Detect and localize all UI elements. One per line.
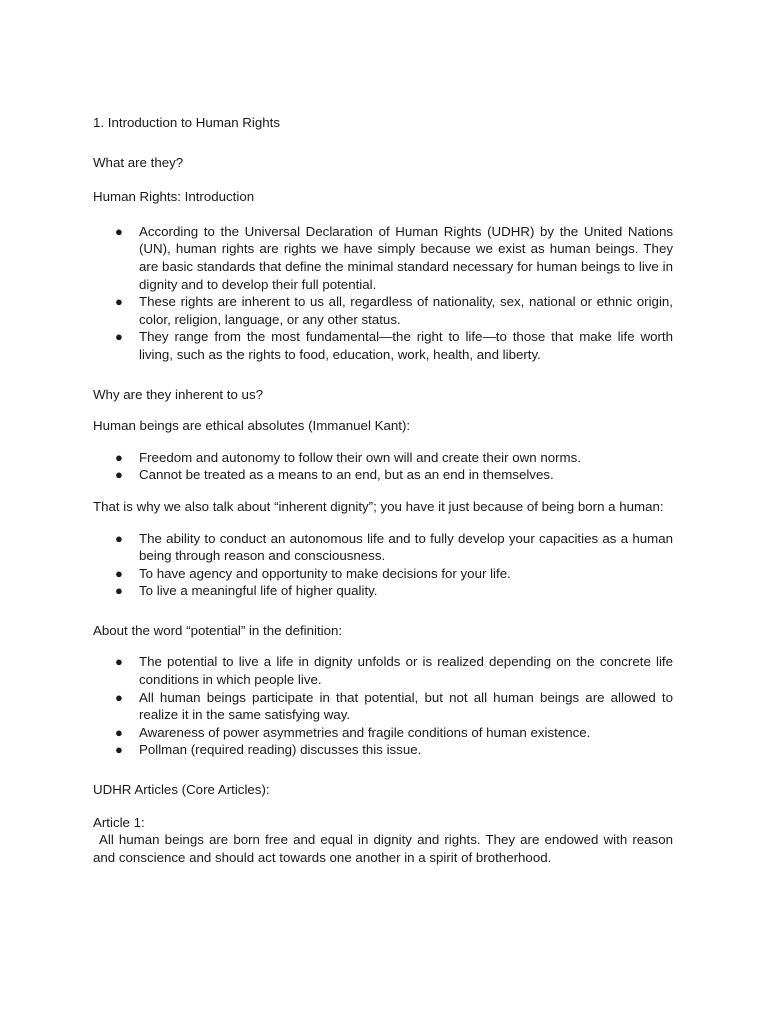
list-item-text: According to the Universal Declaration of Human Rights (UDHR) by the United Nations (UN), human rights are rights we have simply because we exist as human beings. They are basic standards that define the minimal standard necessary for human beings to live in dignity and to develop their full potential. — [139, 223, 673, 292]
question-heading-what: What are they? — [93, 154, 184, 170]
bullet-icon: ● — [115, 223, 123, 239]
bullet-icon: ● — [115, 724, 123, 740]
list-item-text: Cannot be treated as a means to an end, but as an end in themselves. — [139, 467, 554, 483]
bullet-icon: ● — [115, 449, 123, 465]
list-item-text: All human beings participate in that potential, but not all human beings are allowed to realize it in the same satisfying way. — [139, 689, 673, 723]
list-item-text: They range from the most fundamental—the right to life—to those that make life worth living, such as the rights to food, education, work, health, and liberty. — [139, 329, 673, 362]
list-item-text: The potential to live a life in dignity unfolds or is realized depending on the concrete life conditions in which people live. — [139, 654, 673, 688]
section-title: 1. Introduction to Human Rights — [93, 115, 280, 130]
list-item-text: Pollman (required reading) discusses this issue. — [139, 742, 422, 758]
bullet-icon: ● — [115, 329, 123, 345]
bullet-icon: ● — [115, 689, 123, 705]
question-heading-why: Why are they inherent to us? — [93, 386, 263, 402]
intro-heading: Human Rights: Introduction — [93, 189, 255, 205]
list-item — [93, 449, 673, 467]
article-heading: Article 1: — [93, 814, 145, 830]
bullet-icon: ● — [115, 565, 123, 581]
list-item — [93, 565, 673, 583]
bullet-icon: ● — [115, 294, 123, 310]
article-text: All human beings are born free and equal in dignity and rights. They are endowed with reason and conscience and should act towards one another in a spirit of brotherhood. — [93, 832, 673, 865]
dignity-paragraph: That is why we also talk about “inherent dignity”; you have it just because of being born a human: — [93, 498, 664, 514]
kant-heading: Human beings are ethical absolutes (Immanuel Kant): — [93, 418, 411, 434]
list-item — [93, 689, 673, 724]
intro-bullet-list — [93, 223, 673, 364]
list-item — [93, 724, 673, 742]
dignity-bullet-list — [93, 530, 673, 600]
bullet-icon: ● — [115, 467, 123, 483]
bullet-icon: ● — [115, 742, 123, 758]
list-item — [93, 530, 673, 565]
bullet-icon: ● — [115, 583, 123, 599]
potential-bullet-list — [93, 653, 673, 759]
list-item-text: To have agency and opportunity to make decisions for your life. — [139, 565, 511, 581]
list-item-text: The ability to conduct an autonomous life and to fully develop your capacities as a human being through reason and consciousness. — [139, 530, 673, 564]
list-item-text: Awareness of power asymmetries and fragile conditions of human existence. — [139, 724, 591, 740]
document-page — [93, 114, 673, 866]
list-item — [93, 466, 673, 484]
list-item — [93, 653, 673, 688]
list-item — [93, 582, 673, 600]
list-item — [93, 328, 673, 363]
list-item-text: These rights are inherent to us all, regardless of nationality, sex, national or ethnic origin, color, religion, language, or any other status. — [139, 294, 673, 327]
bullet-icon: ● — [115, 530, 123, 546]
bullet-icon: ● — [115, 654, 123, 670]
list-item — [93, 741, 673, 759]
potential-heading: About the word “potential” in the definition: — [93, 622, 343, 638]
list-item — [93, 223, 673, 293]
udhr-heading: UDHR Articles (Core Articles): — [93, 782, 270, 798]
list-item-text: To live a meaningful life of higher quality. — [139, 583, 378, 599]
list-item — [93, 293, 673, 328]
kant-bullet-list — [93, 449, 673, 484]
list-item-text: Freedom and autonomy to follow their own will and create their own norms. — [139, 449, 581, 465]
